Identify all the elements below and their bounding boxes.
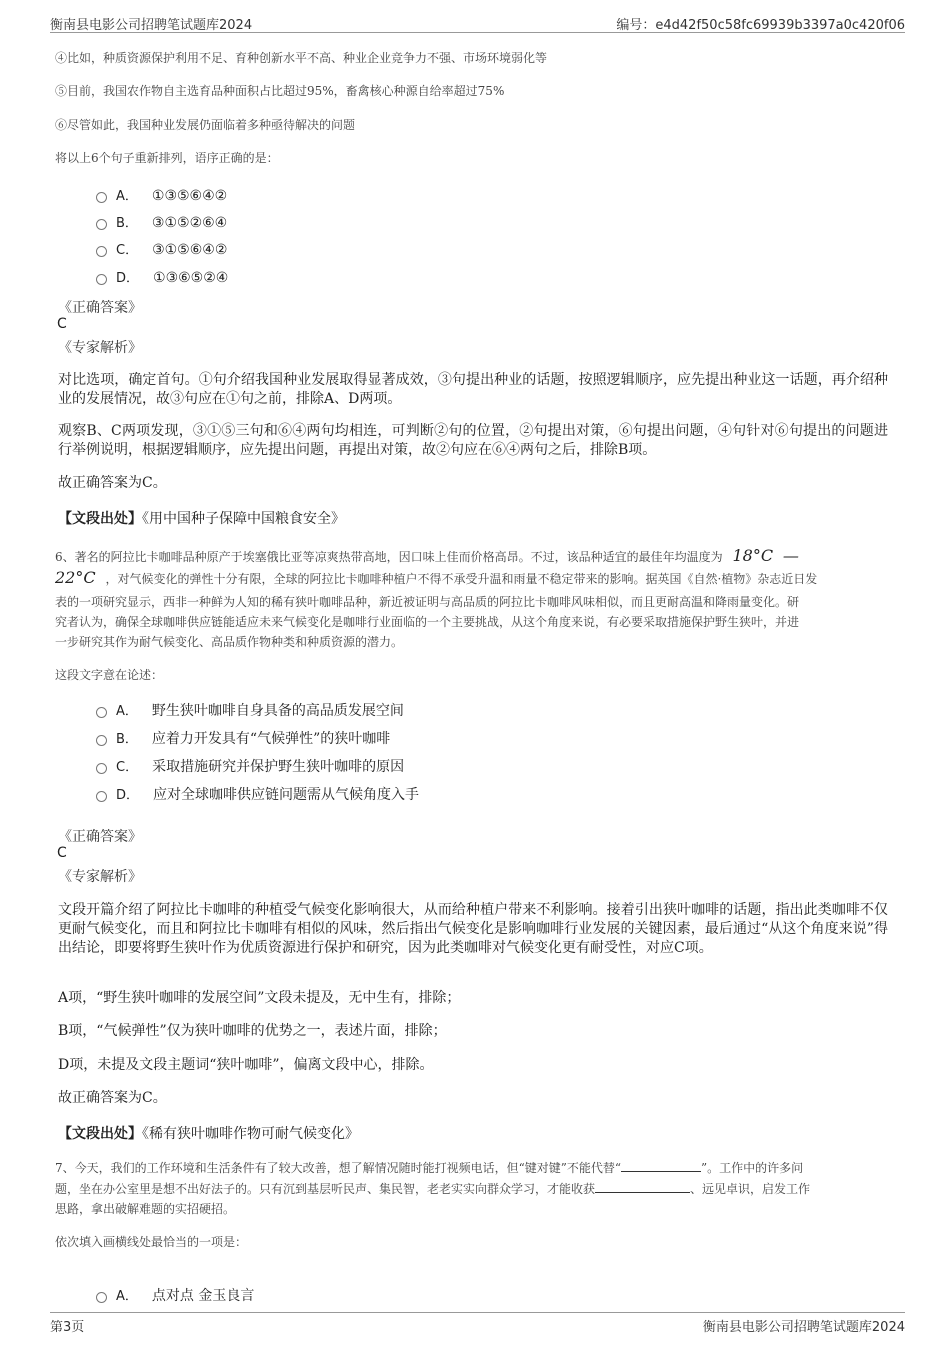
- source-tag: 【文段出处】: [58, 511, 142, 527]
- source-title: 《用中国种子保障中国粮食安全》: [142, 511, 345, 527]
- radio-icon[interactable]: [96, 707, 107, 718]
- page-header: [50, 14, 905, 33]
- q6-stem-line-4: 究者认为，确保全球咖啡供应链能适应未来气候变化是咖啡行业面临的一个主要挑战，从这个角度来说，有必要采取措施保护野生狭叶，并进: [55, 615, 800, 629]
- footer-title: 衡南县电影公司招聘笔试题库2024: [702, 1320, 905, 1335]
- q5-analysis-paragraph-1: 对比选项，确定首句。①句介绍我国种业发展取得显著成效，③句提出种业的话题，按照逻辑顺序，应先提出种业这一话题，再介绍种业的发展情况，故③句应在①句之前，排除A、D两项。: [58, 372, 888, 407]
- fill-blank-1[interactable]: [621, 1159, 701, 1172]
- q5-analysis-paragraph-3: 故正确答案为C。: [58, 475, 167, 491]
- q7-prompt: 依次填入画横线处最恰当的一项是：: [55, 1235, 248, 1249]
- page-number: 第3页: [50, 1320, 85, 1335]
- temperature-low: 18°C: [732, 546, 774, 565]
- q6-option-c[interactable]: C． 采取措施研究并保护野生狭叶咖啡的原因: [96, 756, 404, 776]
- temperature-dash: —: [782, 546, 799, 565]
- q6-analysis-paragraph-5: 故正确答案为C。: [58, 1090, 167, 1106]
- header-document-id: 编号：e4d42f50c58fc69939b3397a0c420f06: [616, 18, 905, 33]
- radio-icon[interactable]: [96, 246, 107, 257]
- page-footer: [50, 1312, 905, 1333]
- temperature-high: 22°C: [55, 568, 96, 587]
- radio-icon[interactable]: [96, 763, 107, 774]
- header-title: 衡南县电影公司招聘笔试题库2024: [50, 18, 253, 33]
- q5-analysis-label: 《专家解析》: [58, 340, 142, 356]
- q6-analysis-label: 《专家解析》: [58, 869, 142, 885]
- q5-option-b[interactable]: B． ③①⑤②⑥④: [96, 212, 227, 232]
- source-tag: 【文段出处】: [58, 1126, 142, 1142]
- q5-option-d[interactable]: D． ①③⑥⑤②④: [96, 267, 228, 287]
- q7-option-a[interactable]: A． 点对点 金玉良言: [96, 1285, 254, 1305]
- q5-analysis-paragraph-2: 观察B、C两项发现，③①⑤三句和⑥④两句均相连，可判断②句的位置，②句提出对策，⑥句提出问题，④句针对⑥句提出的问题进行举例说明，根据逻辑顺序，应先提出问题，再提出对策，故②句应在⑥④两句之后，排除B项。: [58, 423, 888, 458]
- q6-option-d[interactable]: D． 应对全球咖啡供应链问题需从气候角度入手: [96, 784, 419, 804]
- q5-sentence-4: ④比如，种质资源保护利用不足、育种创新水平不高、种业企业竞争力不强、市场环境弱化等: [55, 51, 548, 65]
- q7-stem-line-3: 思路，拿出破解难题的实招硬招。: [55, 1202, 236, 1216]
- q5-answer-label: 《正确答案》: [58, 300, 142, 316]
- radio-icon[interactable]: [96, 791, 107, 802]
- q5-option-c[interactable]: C． ③①⑤⑥④②: [96, 239, 227, 259]
- radio-icon[interactable]: [96, 219, 107, 230]
- q6-stem-line-3: 表的一项研究显示，西非一种鲜为人知的稀有狭叶咖啡品种，新近被证明与高品质的阿拉比卡咖啡风味相似，而且更耐高温和降雨量变化。研: [55, 595, 800, 609]
- radio-icon[interactable]: [96, 192, 107, 203]
- q6-answer-label: 《正确答案》: [58, 829, 142, 845]
- q6-answer: C: [57, 845, 67, 861]
- q7-stem-line-1: 7、今天，我们的工作环境和生活条件有了较大改善，想了解情况随时能打视频电话，但“键对键”不能代替“ ”。工作中的许多问: [55, 1161, 804, 1175]
- q6-option-b[interactable]: B． 应着力开发具有“气候弹性”的狭叶咖啡: [96, 728, 390, 748]
- q5-answer: C: [57, 316, 67, 332]
- q6-option-a[interactable]: A． 野生狭叶咖啡自身具备的高品质发展空间: [96, 700, 404, 720]
- q6-source: [58, 1123, 359, 1143]
- q6-analysis-paragraph-4: D项，未提及文段主题词“狭叶咖啡”，偏离文段中心，排除。: [58, 1057, 434, 1073]
- q6-stem-line-5: 一步研究其作为耐气候变化、高品质作物种类和种质资源的潜力。: [55, 635, 404, 649]
- q6-stem-line-1: 6、著名的阿拉比卡咖啡品种原产于埃塞俄比亚等凉爽热带高地，因口味上佳而价格高昂。不过，该品种适宜的最佳年均温度为 18°C —: [55, 546, 799, 565]
- q5-sentence-6: ⑥尽管如此，我国种业发展仍面临着多种亟待解决的问题: [55, 118, 356, 132]
- q6-analysis-paragraph-1: 文段开篇介绍了阿拉比卡咖啡的种植受气候变化影响很大，从而给种植户带来不利影响。接着引出狭叶咖啡的话题，指出此类咖啡不仅更耐气候变化，而且和阿拉比卡咖啡有相似的风味，然后指出气候变化是影响咖啡行业发展的关键因素，最后通过“从这个角度来说”得出结论，即要将野生狭叶作为优质资源进行保护和研究，因为此类咖啡对气候变化更有耐受性，对应C项。: [58, 902, 888, 956]
- q5-sentence-5: ⑤目前，我国农作物自主选育品种面积占比超过95%，畜禽核心种源自给率超过75%: [55, 84, 505, 98]
- q6-analysis-paragraph-3: B项，“气候弹性”仅为狭叶咖啡的优势之一，表述片面，排除；: [58, 1023, 447, 1039]
- radio-icon[interactable]: [96, 1292, 107, 1303]
- q7-stem-line-2: 题，坐在办公室里是想不出好法子的。只有沉到基层听民声、集民智，老老实实向群众学习，才能收获 、远见卓识，启发工作: [55, 1182, 811, 1196]
- fill-blank-2[interactable]: [595, 1180, 690, 1193]
- q6-prompt: 这段文字意在论述：: [55, 668, 164, 682]
- q6-analysis-paragraph-2: A项，“野生狭叶咖啡的发展空间”文段未提及，无中生有，排除；: [58, 990, 461, 1006]
- q5-prompt: 将以上6个句子重新排列，语序正确的是：: [55, 151, 279, 165]
- source-title: 《稀有狭叶咖啡作物可耐气候变化》: [142, 1126, 359, 1142]
- q6-stem-line-2: 22°C ，对气候变化的弹性十分有限，全球的阿拉比卡咖啡种植户不得不承受升温和雨量不稳定带来的影响。据英国《自然·植物》杂志近日发: [55, 568, 818, 587]
- radio-icon[interactable]: [96, 274, 107, 285]
- q5-source: [58, 508, 345, 528]
- radio-icon[interactable]: [96, 735, 107, 746]
- q5-option-a[interactable]: A． ①③⑤⑥④②: [96, 185, 227, 205]
